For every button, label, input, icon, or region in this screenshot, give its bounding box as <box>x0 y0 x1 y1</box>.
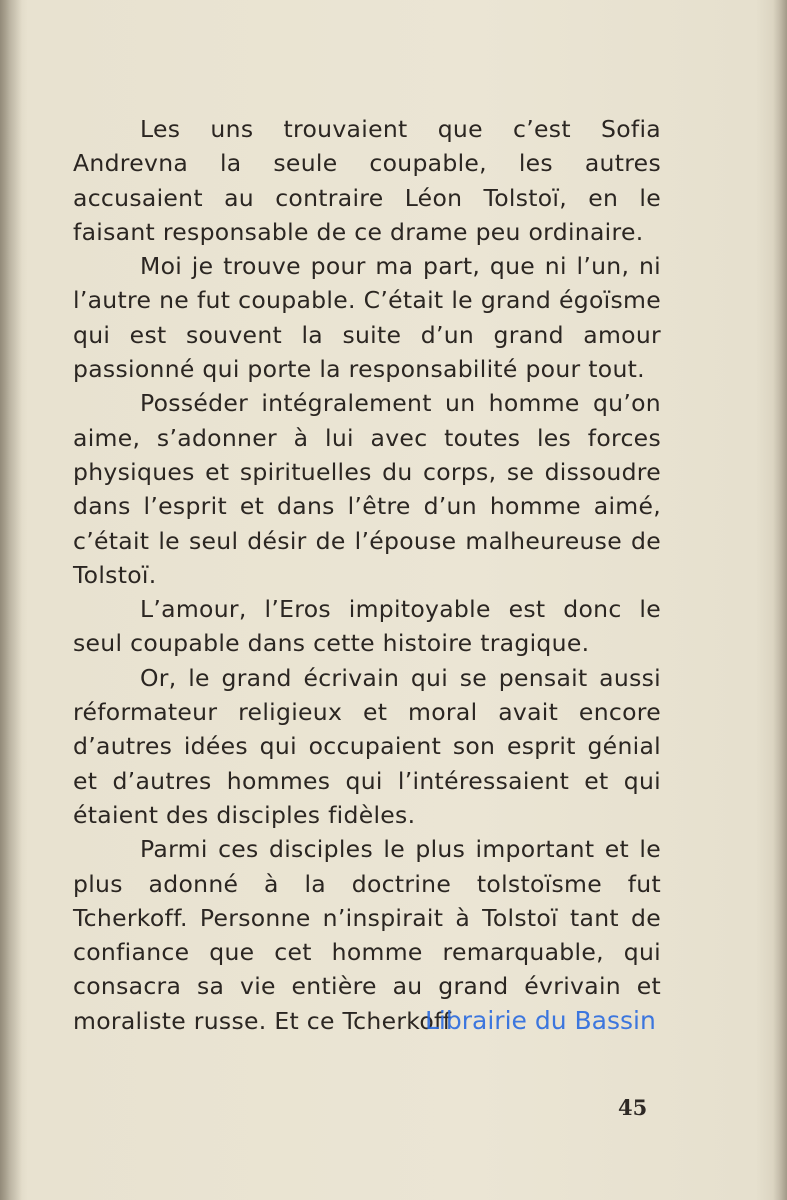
watermark: Librairie du Bassin <box>425 1006 656 1035</box>
page-number: 45 <box>618 1095 648 1120</box>
paragraph-3: Posséder intégralement un homme qu’on aime, s’adonner à lui avec toutes les forces physiques et spirituelles du corps, se dissoudre dans l’esprit et dans l’être d’un homme aimé, c’était le seul désir de l’épouse malheureuse de Tolstoï. <box>73 389 661 589</box>
paragraph-5: Or, le grand écrivain qui se pensait aussi réformateur religieux et moral avait encore d’autres idées qui occupaient son esprit génial et d’autres hommes qui l’intéressaient et qui étaient des disciples fidèles. <box>73 663 661 829</box>
paragraph-6: Parmi ces disciples le plus important et le plus adonné à la doctrine tolstoïsme fut Tcherkoff. Personne n’inspirait à Tolstoï tant de confiance que cet homme remarquable, qui consacra sa vie entière au grand évrivain et moraliste russe. Et ce Tcherkoff <box>73 835 661 1035</box>
page-edge <box>773 0 787 1200</box>
paragraph-2: Moi je trouve pour ma part, que ni l’un, ni l’autre ne fut coupable. C’était le grand égoïsme qui est souvent la suite d’un grand amour passionné qui porte la responsabilité pour tout. <box>73 252 661 384</box>
body-text <box>73 112 661 1038</box>
binding-shadow <box>0 0 22 1200</box>
paragraph-4: L’amour, l’Eros impitoyable est donc le seul coupable dans cette histoire tragique. <box>73 595 661 658</box>
paragraph-1: Les uns trouvaient que c’est Sofia Andrevna la seule coupable, les autres accusaient au contraire Léon Tolstoï, en le faisant responsable de ce drame peu ordinaire. <box>73 115 661 246</box>
